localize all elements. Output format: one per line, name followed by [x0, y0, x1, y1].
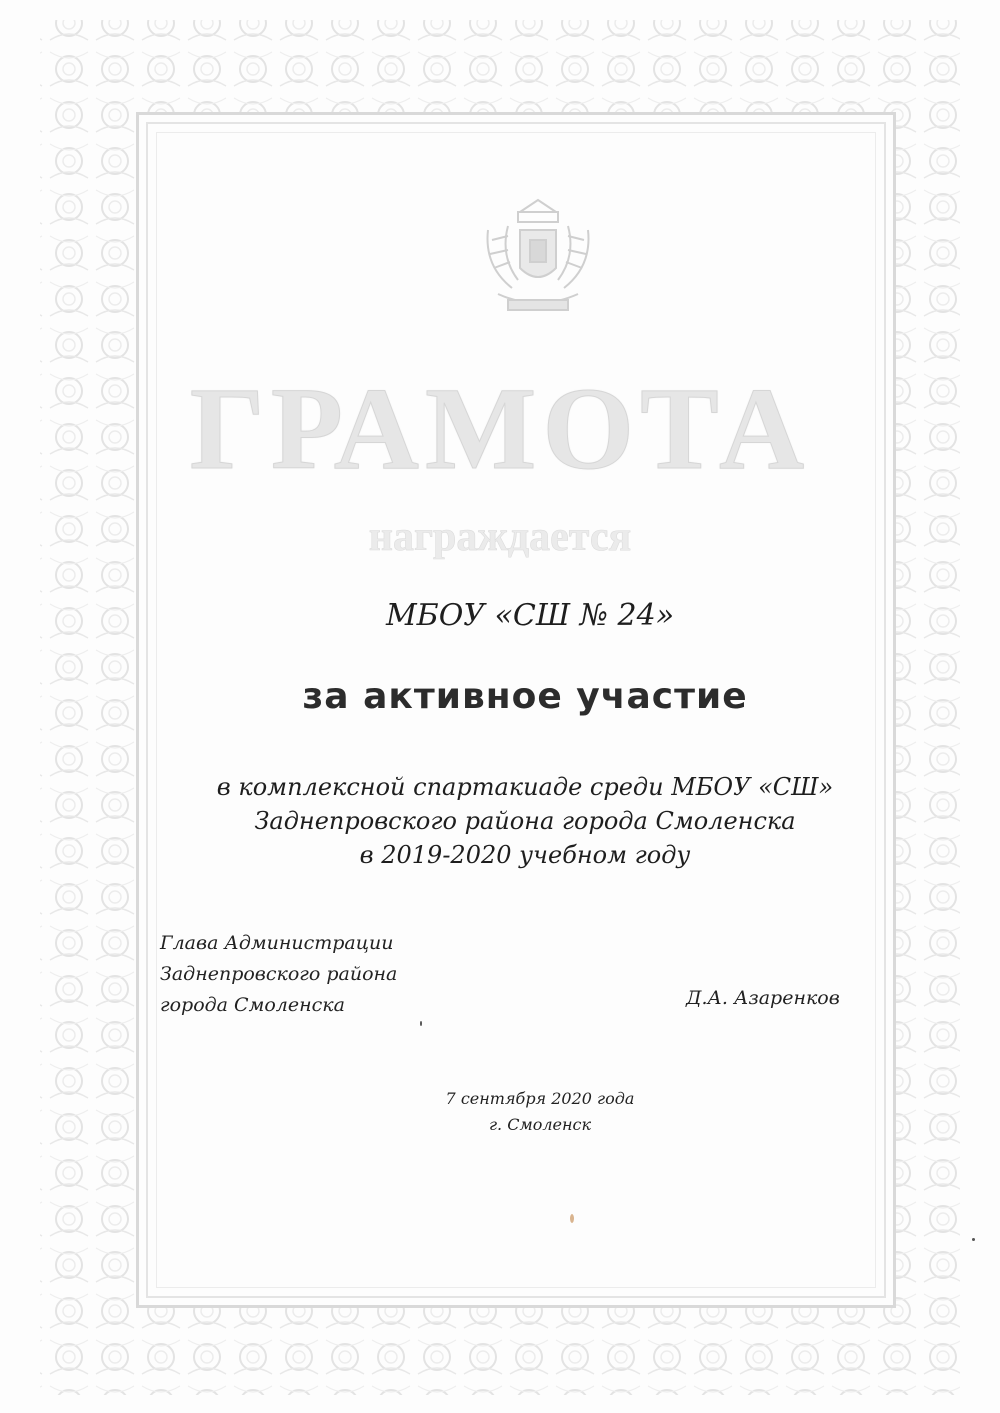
scan-speck [420, 1021, 422, 1026]
details-line: в 2019-2020 учебном году [359, 841, 691, 869]
recipient-name: МБОУ «СШ № 24» [385, 598, 675, 633]
signer-line: Заднепровского района [160, 963, 398, 985]
signer-name: Д.А. Азаренков [686, 987, 840, 1009]
signer-position [160, 928, 397, 1021]
awarded-subtitle: награждается [368, 514, 632, 560]
details-line: Заднепровского района города Смоленска [254, 807, 796, 835]
issue-place: г. Смоленск [488, 1115, 592, 1134]
scan-speck [570, 1214, 574, 1223]
award-reason: за активное участие [302, 676, 748, 717]
coat-of-arms-emblem [478, 196, 598, 320]
date-place [0, 1086, 1000, 1138]
certificate-title: ГРАМОТА [189, 363, 811, 494]
signer-line: Глава Администрации [160, 932, 394, 954]
award-details [0, 770, 1000, 872]
scan-speck [972, 1238, 975, 1241]
issue-date: 7 сентября 2020 года [445, 1089, 635, 1108]
details-line: в комплексной спартакиаде среди МБОУ «СШ» [216, 773, 834, 801]
signer-line: города Смоленска [160, 994, 345, 1016]
